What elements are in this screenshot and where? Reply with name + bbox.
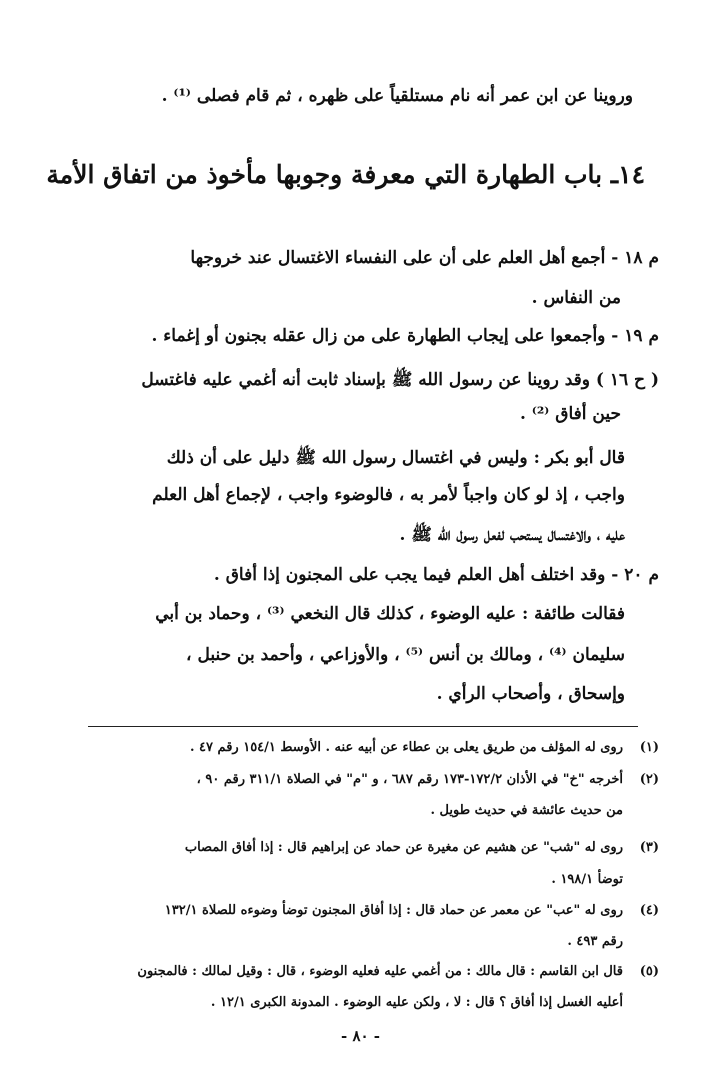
body-line: فقالت طائفة : عليه الوضوء ، كذلك قال النخعي ⁽³⁾ ، وحماد بن أبي	[155, 604, 625, 624]
footnote-text: روى له المؤلف من طريق يعلى بن عطاء عن أبيه عنه . الأوسط ١٥٤/١ رقم ٤٧ .	[189, 740, 623, 755]
body-line: حين أفاق ⁽²⁾ .	[519, 404, 621, 424]
footnote	[58, 964, 659, 979]
footnote-number: (١)	[639, 740, 659, 755]
footnote-text: روى له "شب" عن هشيم عن مغيرة عن حماد عن إبراهيم قال : إذا أفاق المصاب	[184, 840, 623, 855]
footnote	[58, 840, 659, 855]
footnote-text: من حديث عائشة في حديث طويل .	[430, 803, 623, 818]
footnote-number: (٢)	[639, 772, 659, 787]
footnote-separator	[88, 726, 638, 727]
footnote-number: (٤)	[639, 903, 659, 918]
chapter-heading: ١٤ـ باب الطهارة التي معرفة وجوبها مأخوذ من اتفاق الأمة	[46, 160, 645, 189]
footnote-text: قال ابن القاسم : قال مالك : من أغمي عليه فعليه الوضوء ، قال : وقيل لمالك : فالمجنون	[137, 964, 623, 979]
footnote-number: (٥)	[639, 964, 659, 979]
body-line: م ١٩ - وأجمعوا على إيجاب الطهارة على من زال عقله بجنون أو إغماء .	[151, 326, 659, 346]
body-line: م ٢٠ - وقد اختلف أهل العلم فيما يجب على المجنون إذا أفاق .	[213, 565, 659, 585]
body-line: وإسحاق ، وأصحاب الرأي .	[436, 684, 625, 704]
body-line: ( ح ١٦ ) وقد روينا عن رسول الله ﷺ بإسناد ثابت أنه أغمي عليه فاغتسل	[141, 370, 659, 390]
footnote-number: (٣)	[639, 840, 659, 855]
footnote-text: أخرجه "خ" في الأذان ١٧٢/٢-١٧٣ رقم ٦٨٧ ، و "م" في الصلاة ٣١١/١ رقم ٩٠ ،	[196, 772, 623, 787]
body-line: من النفاس .	[531, 288, 621, 308]
footnote-text: رقم ٤٩٣ .	[567, 934, 623, 949]
page-number: - ٨٠ -	[340, 1027, 381, 1045]
intro-line: وروينا عن ابن عمر أنه نام مستلقياً على ظهره ، ثم قام فصلى ⁽¹⁾ .	[161, 86, 633, 106]
body-line: م ١٨ - أجمع أهل العلم على أن على النفساء الاغتسال عند خروجها	[190, 248, 659, 268]
footnote-text: أعليه الغسل إذا أفاق ؟ قال : لا ، ولكن عليه الوضوء . المدونة الكبرى ١٢/١ .	[210, 995, 623, 1010]
footnote	[58, 772, 659, 787]
footnote	[58, 740, 659, 755]
body-line: واجب ، إذ لو كان واجباً لأمر به ، فالوضوء واجب ، لإجماع أهل العلم	[152, 485, 625, 505]
body-line: عليه ، والاغتسال يستحب لفعل رسول الله ﷺ .	[399, 525, 625, 545]
body-line: قال أبو بكر : وليس في اغتسال رسول الله ﷺ دليل على أن ذلك	[166, 448, 625, 468]
footnote	[58, 903, 659, 918]
footnote-text: روى له "عب" عن معمر عن حماد قال : إذا أفاق المجنون توضأ وضوءه للصلاة ١٣٢/١	[164, 903, 623, 918]
footnote-text: توضأ ١٩٨/١ .	[551, 872, 623, 887]
body-line: سليمان ⁽⁴⁾ ، ومالك بن أنس ⁽⁵⁾ ، والأوزاعي ، وأحمد بن حنبل ،	[186, 645, 625, 665]
